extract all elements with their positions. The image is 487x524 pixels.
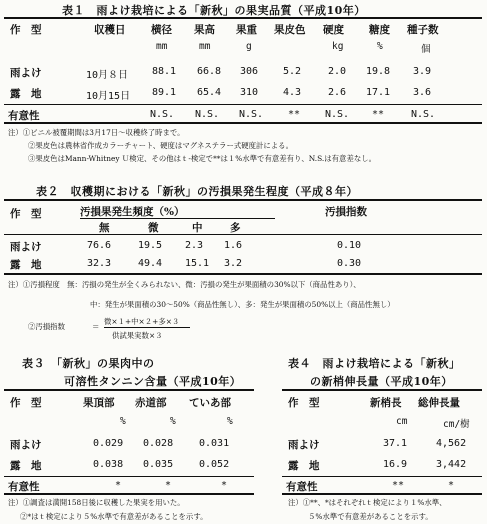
table3-bottom-rule xyxy=(4,493,254,495)
table1-sig-label: 有意性 xyxy=(8,110,40,122)
table2-row2-medium: 15.1 xyxy=(185,258,210,269)
table2-row1-type: 雨よけ xyxy=(10,241,42,253)
table2-row2-slight: 49.4 xyxy=(138,258,163,269)
table3-note-2: ②*はｔ検定により５%水準で有意差があることを示す。 xyxy=(20,512,208,521)
table3-header-type: 作 型 xyxy=(10,397,42,409)
table2-row1-medium: 2.3 xyxy=(185,240,204,251)
table1-header-width: 横径 xyxy=(151,24,172,36)
table4-title-line2: の新梢伸長量（平成10年） xyxy=(310,375,453,388)
table4-header-shoot-length: 新梢長 xyxy=(370,397,402,409)
table2-note-1: 注）①汚損程度 無：汚損の発生が全くみられない、微：汚損の発生が果面積の30%以下（商品性あり）、 xyxy=(8,280,361,289)
table3-row1-calyx: 0.031 xyxy=(199,438,230,449)
table1-sig-sugar: ** xyxy=(372,109,385,120)
table4-sig-total-growth: * xyxy=(448,480,455,491)
table1-note-2: ②果皮色は農林省作成カラーチャート、硬度はマグネステラー式硬度計による。 xyxy=(28,141,293,150)
table1-row2-type: 露 地 xyxy=(10,88,42,100)
table4-row1-shoot-length: 37.1 xyxy=(383,438,408,449)
table1-row1-sugar: 19.8 xyxy=(366,66,391,77)
table3-title-line2: 可溶性タンニン含量（平成10年） xyxy=(64,375,242,388)
table3-header-calyx: ていあ部 xyxy=(189,397,231,409)
table2-row2-none: 32.3 xyxy=(87,258,112,269)
table2-formula-fraction-bar xyxy=(104,327,190,328)
table1-row2-sugar: 17.1 xyxy=(366,87,391,98)
table1-header-height: 果高 xyxy=(194,24,215,36)
table4-row1-total-growth: 4,562 xyxy=(436,438,467,449)
table3-row2-calyx: 0.052 xyxy=(199,459,230,470)
table3-header-equator: 赤道部 xyxy=(135,397,167,409)
table3-title-line1: 表３ 「新秋」の果肉中の xyxy=(22,357,155,370)
table4-mid-rule xyxy=(282,476,482,477)
table3-row1-equator: 0.028 xyxy=(143,438,174,449)
table2-header-rule xyxy=(4,234,482,235)
table2-sub-none: 無 xyxy=(99,222,110,234)
table4-title-line1: 表４ 雨よけ栽培による「新秋」 xyxy=(288,357,461,370)
table4-note-2: ５%水準で有意差があることを示す。 xyxy=(308,512,433,521)
table1-sig-width: N.S. xyxy=(150,109,175,120)
table1-unit-weight: g xyxy=(246,41,252,52)
table2-note-2: 中：発生が果面積の30～50%（商品性無し）、多：発生が果面積の50%以上（商品性無し） xyxy=(90,300,395,309)
table1-row2-width: 89.1 xyxy=(152,87,177,98)
table2-header-frequency: 汚損果発生頻度（%） xyxy=(80,206,185,218)
table1-header-skin-color: 果皮色 xyxy=(274,24,306,36)
table2-row2-heavy: 3.2 xyxy=(224,258,243,269)
table1-sig-height: N.S. xyxy=(195,109,220,120)
table1-unit-seeds: 個 xyxy=(421,44,431,55)
table3-row2-equator: 0.035 xyxy=(143,459,174,470)
table2-title: 表２ 収穫期における「新秋」の汚損果発生程度（平成８年） xyxy=(36,185,358,198)
table3-mid-rule xyxy=(4,476,254,477)
table1-note-1: 注）①ビニル被覆期間は3月17日～収穫終了時まで。 xyxy=(8,128,185,137)
table2-top-rule xyxy=(4,199,482,201)
table4-row2-shoot-length: 16.9 xyxy=(383,459,408,470)
table1-row2-skin-color: 4.3 xyxy=(283,87,302,98)
table3-row2-apex: 0.038 xyxy=(93,459,124,470)
table1-row1-weight: 306 xyxy=(240,66,259,77)
table1-row2-height: 65.4 xyxy=(197,87,222,98)
table1-bottom-rule xyxy=(4,122,482,124)
table3-sig-apex: * xyxy=(115,480,122,491)
table1-row1-width: 88.1 xyxy=(152,66,177,77)
table3-row2-type: 露 地 xyxy=(10,460,42,472)
table2-sub-medium: 中 xyxy=(192,222,203,234)
table4-sig-label: 有意性 xyxy=(286,481,318,493)
table1-header-hardness: 硬度 xyxy=(323,24,344,36)
table2-row1-none: 76.6 xyxy=(87,240,112,251)
table2-row2-index: 0.30 xyxy=(337,258,362,269)
table1-sig-hardness: N.S. xyxy=(325,109,350,120)
table1-unit-sugar: % xyxy=(377,41,383,52)
table1-header-weight: 果重 xyxy=(236,24,257,36)
table1-row2-hardness: 2.6 xyxy=(328,87,347,98)
table3-sig-label: 有意性 xyxy=(8,481,40,493)
table1-unit-width: mm xyxy=(156,41,168,52)
table4-row1-type: 雨よけ xyxy=(288,439,320,451)
table1-row1-height: 66.8 xyxy=(197,66,222,77)
table3-top-rule xyxy=(4,389,254,391)
table1-row1-harvest: 10月８日 xyxy=(86,70,129,81)
table2-row1-index: 0.10 xyxy=(337,240,362,251)
table2-bottom-rule xyxy=(4,273,482,275)
table2-formula-denominator: 供試果実数×３ xyxy=(112,331,163,340)
table2-sub-heavy: 多 xyxy=(230,222,241,234)
table4-bottom-rule xyxy=(282,493,482,495)
table2-header-type: 作 型 xyxy=(10,208,42,220)
table3-row1-apex: 0.029 xyxy=(93,438,124,449)
table1-sig-weight: N.S. xyxy=(239,109,264,120)
table3-sig-equator: * xyxy=(165,480,172,491)
table2-row1-slight: 19.5 xyxy=(138,240,163,251)
table4-row2-type: 露 地 xyxy=(288,460,320,472)
table1-mid-rule xyxy=(4,104,482,105)
table4-note-1: 注）①**、*はそれぞれｔ検定により１%水準、 xyxy=(288,498,447,507)
table2-row1-heavy: 1.6 xyxy=(224,240,243,251)
table3-note-1: 注）①調査は満開158日後に収穫した果実を用いた。 xyxy=(8,498,185,507)
table4-row2-total-growth: 3,442 xyxy=(436,459,467,470)
table2-sub-slight: 微 xyxy=(148,222,159,234)
table1-top-rule xyxy=(4,17,482,19)
table4-unit-shoot-length: cm xyxy=(396,416,408,427)
table4-sig-shoot-length: ** xyxy=(392,480,405,491)
table1-unit-height: mm xyxy=(199,41,211,52)
table3-row1-type: 雨よけ xyxy=(10,439,42,451)
table1-row1-skin-color: 5.2 xyxy=(283,66,302,77)
table1-row2-seeds: 3.6 xyxy=(413,87,432,98)
table1-row1-type: 雨よけ xyxy=(10,67,42,79)
table1-row1-seeds: 3.9 xyxy=(413,66,432,77)
table1-sig-skin-color: ** xyxy=(288,109,301,120)
table4-top-rule xyxy=(282,389,482,391)
table1-header-type: 作 型 xyxy=(10,24,42,36)
table2-formula-equals: ＝ xyxy=(92,322,100,331)
table3-sig-calyx: * xyxy=(221,480,228,491)
table4-header-total-growth: 総伸長量 xyxy=(418,397,460,409)
table1-row2-harvest: 10月15日 xyxy=(86,91,131,102)
table4-unit-total-growth: cm/樹 xyxy=(443,419,470,430)
table2-note-3-label: ②汚損指数 xyxy=(28,322,65,331)
table4-header-type: 作 型 xyxy=(288,397,320,409)
table1-header-seeds: 種子数 xyxy=(407,24,439,36)
table2-header-index: 汚損指数 xyxy=(325,206,367,218)
table1-header-sugar: 糖度 xyxy=(369,24,390,36)
table2-row2-type: 露 地 xyxy=(10,259,42,271)
table1-note-3: ③果皮色はMann-Whitney Ｕ検定、その他はｔ-検定で**は１%水準で有意差有り、N.S.は有意差なし。 xyxy=(28,154,377,163)
table1-row1-hardness: 2.0 xyxy=(328,66,347,77)
table3-unit-apex: % xyxy=(120,416,126,427)
table2-frequency-underline xyxy=(80,218,275,219)
table3-unit-calyx: % xyxy=(227,416,233,427)
table1-sig-seeds: N.S. xyxy=(411,109,436,120)
table1-header-harvest: 収穫日 xyxy=(94,24,126,36)
table1-unit-hardness: kg xyxy=(332,41,344,52)
table3-unit-equator: % xyxy=(170,416,176,427)
table2-formula-numerator: 微×１+中×２+多×３ xyxy=(104,317,180,326)
table1-row2-weight: 310 xyxy=(240,87,259,98)
table3-header-apex: 果頂部 xyxy=(83,397,115,409)
table1-title: 表１ 雨よけ栽培による「新秋」の果実品質（平成10年） xyxy=(62,4,366,17)
